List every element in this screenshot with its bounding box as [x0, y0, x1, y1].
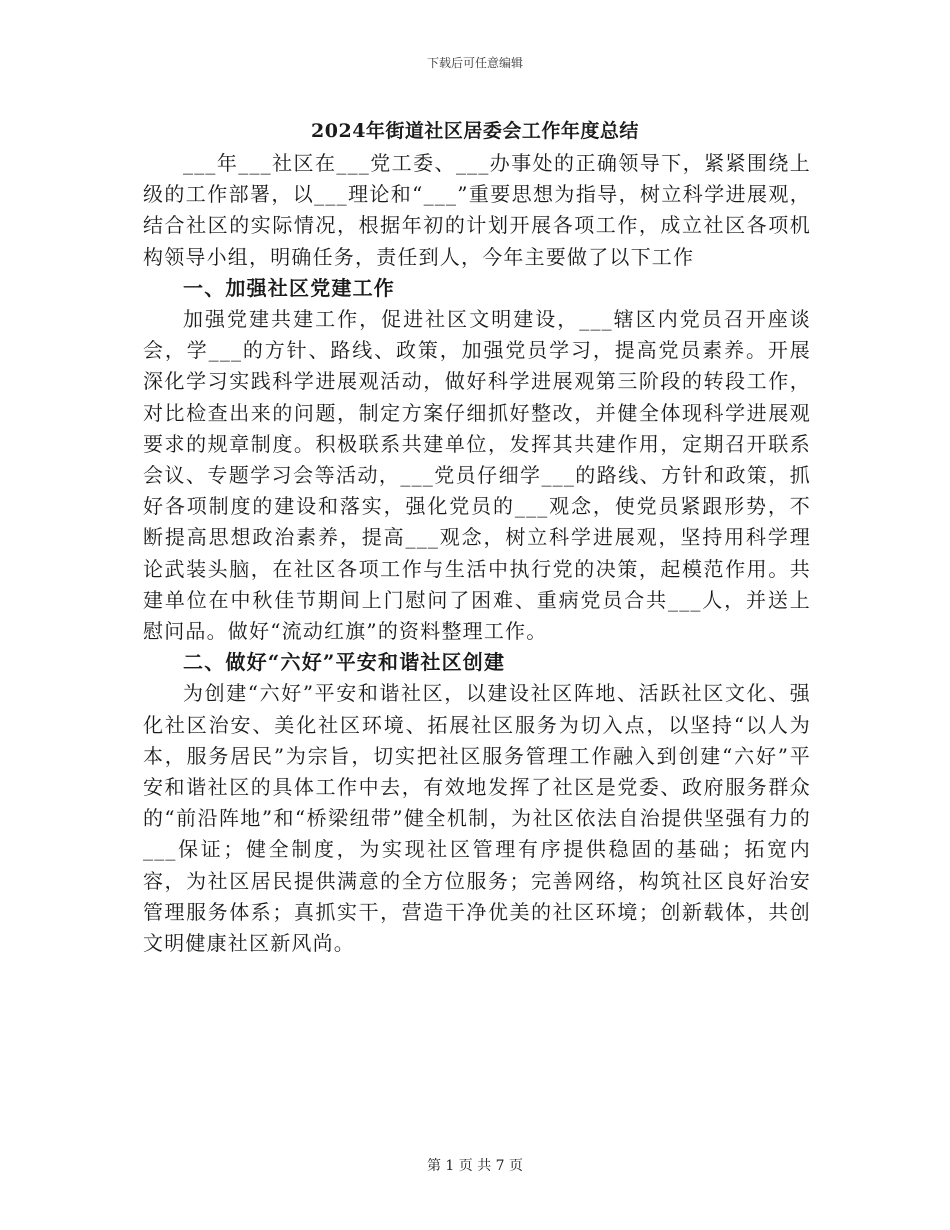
section-heading-2: 二、做好“六好”平安和谐社区创建	[183, 650, 506, 675]
section-heading-1: 一、加强社区党建工作	[183, 275, 395, 300]
header-note: 下载后可任意编辑	[426, 56, 523, 70]
document-body	[143, 148, 811, 959]
intro-paragraph: ___年___社区在___党工委、___办事处的正确领导下，紧紧围绕上级的工作部署，以___理论和“___”重要思想为指导，树立科学进展观，结合社区的实际情况，根据年初的计划开展各项工作，成立社区各项机构领导小组，明确任务，责任到人，今年主要做了以下工作	[143, 151, 811, 269]
section-paragraph-2: 为创建“六好”平安和谐社区，以建设社区阵地、活跃社区文化、强化社区治安、美化社区环境、拓展社区服务为切入点，以坚持“以人为本，服务居民”为宗旨，切实把社区服务管理工作融入到创建“六好”平安和谐社区的具体工作中去，有效地发挥了社区是党委、政府服务群众的“前沿阵地”和“桥梁纽带”健全机制，为社区依法自治提供坚强有力的___保证；健全制度，为实现社区管理有序提供稳固的基础；拓宽内容，为社区居民提供满意的全方位服务；完善网络，构筑社区良好治安管理服务体系；真抓实干，营造干净优美的社区环境；创新载体，共创文明健康社区新风尚。	[143, 681, 811, 956]
section-paragraph-1: 加强党建共建工作，促进社区文明建设，___辖区内党员召开座谈会，学___的方针、路线、政策，加强党员学习，提高党员素养。开展深化学习实践科学进展观活动，做好科学进展观第三阶段的转段工作，对比检查出来的问题，制定方案仔细抓好整改，并健全体现科学进展观要求的规章制度。积极联系共建单位，发挥其共建作用，定期召开联系会议、专题学习会等活动，___党员仔细学___的路线、方针和政策，抓好各项制度的建设和落实，强化党员的___观念，使党员紧跟形势，不断提高思想政治素养，提高___观念，树立科学进展观，坚持用科学理论武装头脑，在社区各项工作与生活中执行党的决策，起模范作用。共建单位在中秋佳节期间上门慰问了困难、重病党员合共___人，并送上慰问品。做好“流动红旗”的资料整理工作。	[143, 307, 811, 644]
page-number: 第 1 页 共 7 页	[426, 1158, 524, 1174]
document-title: 2024年街道社区居委会工作年度总结	[311, 120, 639, 142]
